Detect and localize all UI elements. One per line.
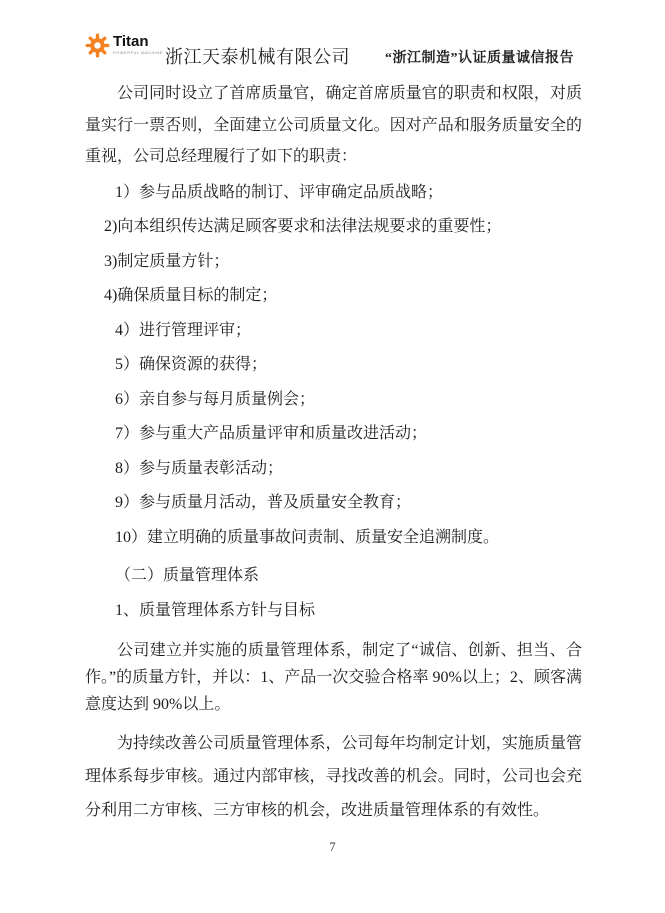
list-item: 3)制定质量方针； xyxy=(104,252,230,270)
duties-list xyxy=(85,182,582,549)
logo-text xyxy=(113,33,163,55)
report-title: “浙江制造”认证质量诚信报告 xyxy=(385,51,574,66)
paragraph-policy: 公司建立并实施的质量管理体系，制定了“诚信、创新、担当、合作。”的质量方针，并以：1、产品一次交验合格率 90%以上；2、顾客满意度达到 90%以上。 xyxy=(85,641,582,713)
paragraph-improve: 为持续改善公司质量管理体系，公司每年均制定计划，实施质量管理体系每步审核。通过内部审核，寻找改善的机会。同时，公司也会充分利用二方审核、三方审核的机会，改进质量管理体系的有效性。 xyxy=(85,734,582,819)
paragraph-lead: 公司同时设立了首席质量官，确定首席质量官的职责和权限，对质量实行一票否则，全面建立公司质量文化。因对产品和服务质量安全的重视，公司总经理履行了如下的职责： xyxy=(85,85,582,165)
list-item: 4）进行管理评审； xyxy=(115,321,252,339)
list-item: 9）参与质量月活动，普及质量安全教育； xyxy=(115,494,412,511)
page-number: 7 xyxy=(329,840,336,854)
list-item: 6）亲自参与每月质量例会； xyxy=(115,390,316,408)
list-item: 5）确保资源的获得； xyxy=(115,356,268,373)
list-item: 7）参与重大产品质量评审和质量改进活动； xyxy=(115,425,428,442)
company-name: 浙江天泰机械有限公司 xyxy=(165,47,350,67)
logo-brand: Titan xyxy=(113,33,149,50)
section-heading: （二）质量管理体系 xyxy=(115,566,260,584)
list-item: 4)确保质量目标的制定； xyxy=(104,287,278,304)
company-logo xyxy=(85,33,163,58)
page-header xyxy=(0,0,665,72)
gear-icon xyxy=(85,33,110,58)
sub-heading: 1、质量管理体系方针与目标 xyxy=(115,601,316,619)
logo-tagline: POWERFUL MACHINE xyxy=(113,50,164,55)
document-body xyxy=(85,72,582,827)
page-footer xyxy=(0,838,665,856)
list-item: 8）参与质量表彰活动； xyxy=(115,459,284,477)
list-item: 1）参与品质战略的制订、评审确定品质战略； xyxy=(115,183,444,201)
list-item: 2)向本组织传达满足顾客要求和法律法规要求的重要性； xyxy=(104,218,502,235)
list-item: 10）建立明确的质量事故问责制、质量安全追溯制度。 xyxy=(115,528,500,546)
